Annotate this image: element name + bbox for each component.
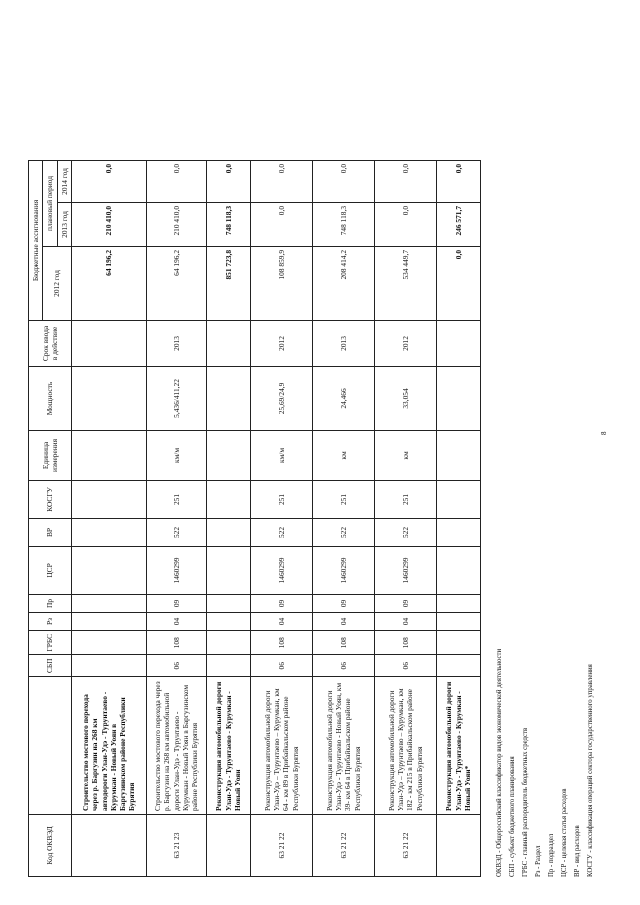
col-unit: Единица измерения — [29, 430, 72, 480]
cell-v2014: 0,0 — [146, 160, 206, 202]
legend-line: КОСГУ - классификация операций сектора государственного управления — [587, 664, 594, 877]
legend-line: ГРБС - главный распорядитель бюджетных средств — [522, 727, 529, 877]
cell-term: 2013 — [312, 320, 374, 366]
cell-name: Реконструкция автомобильной дороги Улан-Удэ - Турунтаево - Новый Уоян, км 39- км 64 в Прибайкальском районе Республики Бурятия — [312, 677, 374, 815]
cell-grbs: 108 — [250, 630, 312, 655]
cell-okved: 63 21 22 — [312, 815, 374, 877]
cell-capacity — [436, 366, 480, 430]
cell-csr: 1460299 — [146, 546, 206, 594]
cell-vr: 522 — [374, 518, 436, 546]
cell-v2012: 64 196,2 — [71, 246, 146, 320]
table-body — [71, 160, 480, 876]
cell-v2014: 0,0 — [71, 160, 146, 202]
cell-kosgu — [436, 480, 480, 518]
cell-vr — [206, 518, 250, 546]
cell-term: 2013 — [146, 320, 206, 366]
col-csr: ЦСР — [29, 546, 72, 594]
cell-csr — [436, 546, 480, 594]
cell-okved: 63 21 22 — [374, 815, 436, 877]
cell-csr — [71, 546, 146, 594]
cell-csr: 1460299 — [312, 546, 374, 594]
cell-term — [436, 320, 480, 366]
cell-csr: 1460299 — [374, 546, 436, 594]
table-row — [71, 160, 146, 876]
cell-v2013: 210 410,0 — [71, 202, 146, 246]
table-row — [206, 160, 250, 876]
cell-sbp: 06 — [374, 655, 436, 677]
table-row — [146, 160, 206, 876]
col-sbp: СБП — [29, 655, 72, 677]
cell-unit: км/м — [146, 430, 206, 480]
cell-capacity — [71, 366, 146, 430]
cell-rz — [436, 612, 480, 630]
table-row — [374, 160, 436, 876]
col-kosgu: КОСГУ — [29, 480, 72, 518]
cell-okved: 63 21 22 — [250, 815, 312, 877]
cell-sbp: 06 — [250, 655, 312, 677]
cell-kosgu — [71, 480, 146, 518]
cell-unit: км — [312, 430, 374, 480]
cell-grbs: 108 — [146, 630, 206, 655]
cell-kosgu: 251 — [250, 480, 312, 518]
cell-okved: 63 21 23 — [146, 815, 206, 877]
cell-v2014: 0,0 — [250, 160, 312, 202]
cell-capacity — [206, 366, 250, 430]
cell-name: Реконструкция автомобильной дороги Улан-Удэ – Турунтаево – Курумкан, км 182 - км 215 в Прибайкальском районе Республики Бурятия — [374, 677, 436, 815]
col-budget: Бюджетные ассигнования — [29, 160, 43, 320]
cell-grbs — [71, 630, 146, 655]
cell-v2013: 0,0 — [250, 202, 312, 246]
cell-csr — [206, 546, 250, 594]
cell-capacity: 33,054 — [374, 366, 436, 430]
table-header — [29, 160, 72, 876]
cell-pr: 09 — [374, 594, 436, 612]
cell-kosgu — [206, 480, 250, 518]
cell-v2012: 0,0 — [436, 246, 480, 320]
cell-unit — [71, 430, 146, 480]
cell-name: Строительство мостового перехода через р. Баргузин на 268 км автодороги Улан-Удэ - Турунтаево - Курумкан - Новый Уоян в Баргузинском районе Республики Бурятия — [71, 677, 146, 815]
cell-pr — [436, 594, 480, 612]
cell-v2013: 246 571,7 — [436, 202, 480, 246]
cell-rz: 04 — [146, 612, 206, 630]
cell-capacity: 25,69/24,9 — [250, 366, 312, 430]
cell-okved — [206, 815, 250, 877]
cell-v2012: 208 414,2 — [312, 246, 374, 320]
cell-kosgu: 251 — [374, 480, 436, 518]
cell-v2014: 0,0 — [206, 160, 250, 202]
cell-vr: 522 — [312, 518, 374, 546]
cell-v2012: 64 196,2 — [146, 246, 206, 320]
cell-v2014: 0,0 — [312, 160, 374, 202]
cell-grbs: 108 — [374, 630, 436, 655]
cell-kosgu: 251 — [146, 480, 206, 518]
table-row — [436, 160, 480, 876]
col-2012: 2012 год — [43, 246, 72, 320]
col-2013: 2013 год — [57, 202, 71, 246]
legend-line: ОКВЭД - Общероссийский классификатор видов экономической деятельности — [496, 648, 503, 877]
cell-grbs: 108 — [312, 630, 374, 655]
col-okved: Код ОКВЭД — [29, 815, 72, 877]
cell-capacity: 24,466 — [312, 366, 374, 430]
col-2014: 2014 год — [57, 160, 71, 202]
col-grbs: ГРБС — [29, 630, 72, 655]
cell-v2013: 748 118,3 — [312, 202, 374, 246]
cell-vr: 522 — [146, 518, 206, 546]
cell-rz: 04 — [250, 612, 312, 630]
cell-v2013: 0,0 — [374, 202, 436, 246]
cell-v2013: 748 118,3 — [206, 202, 250, 246]
legend-line: СБП - субъект бюджетного планирования — [509, 756, 516, 877]
cell-v2014: 0,0 — [436, 160, 480, 202]
cell-v2014: 0,0 — [374, 160, 436, 202]
cell-grbs — [436, 630, 480, 655]
cell-term — [71, 320, 146, 366]
cell-pr: 09 — [146, 594, 206, 612]
legend-line: ЦСР - целевая статья расходов — [561, 788, 568, 877]
legend-line: Пр - подраздел — [548, 833, 555, 877]
cell-pr — [71, 594, 146, 612]
cell-v2012: 534 449,7 — [374, 246, 436, 320]
cell-name: Реконструкция автомобильной дороги Улан-Удэ - Турунтаево - Курумкан - Новый Уоян* — [436, 677, 480, 815]
cell-name: Реконструкция автомобильной дороги Улан-Удэ – Турунтаево – Курумкан, км 64 - км 89 в Прибайкальском районе Республики Бурятия — [250, 677, 312, 815]
cell-name: Строительство мостового перехода через р. Баргузин на 268 км автомобильной дороги Улан-Удэ - Турунтаево - Курумкан - Новый Уоян в Баргузинском районе Республики Бурятия — [146, 677, 206, 815]
cell-pr — [206, 594, 250, 612]
cell-v2012: 851 723,8 — [206, 246, 250, 320]
cell-vr: 522 — [250, 518, 312, 546]
cell-rz: 04 — [374, 612, 436, 630]
cell-rz — [206, 612, 250, 630]
cell-rz — [71, 612, 146, 630]
cell-name: Реконструкция автомобильной дороги Улан-Удэ - Турунтаево - Курумкан - Новый Уоян — [206, 677, 250, 815]
cell-unit — [206, 430, 250, 480]
cell-capacity: 5,436/411,22 — [146, 366, 206, 430]
cell-unit: км — [374, 430, 436, 480]
col-vr: ВР — [29, 518, 72, 546]
cell-okved — [71, 815, 146, 877]
cell-sbp: 06 — [146, 655, 206, 677]
col-term: Срок ввода в действие — [29, 320, 72, 366]
cell-sbp — [436, 655, 480, 677]
cell-unit: км/м — [250, 430, 312, 480]
legend-line: Рз - Раздел — [535, 845, 542, 877]
cell-v2013: 210 410,0 — [146, 202, 206, 246]
budget-table — [28, 160, 481, 877]
col-capacity: Мощность — [29, 366, 72, 430]
table-row — [312, 160, 374, 876]
page-number: 8 — [600, 431, 608, 435]
cell-sbp — [71, 655, 146, 677]
cell-grbs — [206, 630, 250, 655]
cell-vr — [71, 518, 146, 546]
cell-pr: 09 — [250, 594, 312, 612]
cell-csr: 1460299 — [250, 546, 312, 594]
table-row — [250, 160, 312, 876]
cell-unit — [436, 430, 480, 480]
cell-pr: 09 — [312, 594, 374, 612]
legend-line: ВР - вид расходов — [574, 825, 581, 877]
cell-term — [206, 320, 250, 366]
cell-kosgu: 251 — [312, 480, 374, 518]
col-plan: плановый период — [43, 160, 57, 246]
cell-term: 2012 — [250, 320, 312, 366]
col-name — [29, 677, 72, 815]
col-pr: Пр — [29, 594, 72, 612]
cell-sbp: 06 — [312, 655, 374, 677]
cell-sbp — [206, 655, 250, 677]
cell-v2012: 108 859,9 — [250, 246, 312, 320]
col-rz: Рз — [29, 612, 72, 630]
cell-rz: 04 — [312, 612, 374, 630]
cell-vr — [436, 518, 480, 546]
cell-okved — [436, 815, 480, 877]
cell-term: 2012 — [374, 320, 436, 366]
